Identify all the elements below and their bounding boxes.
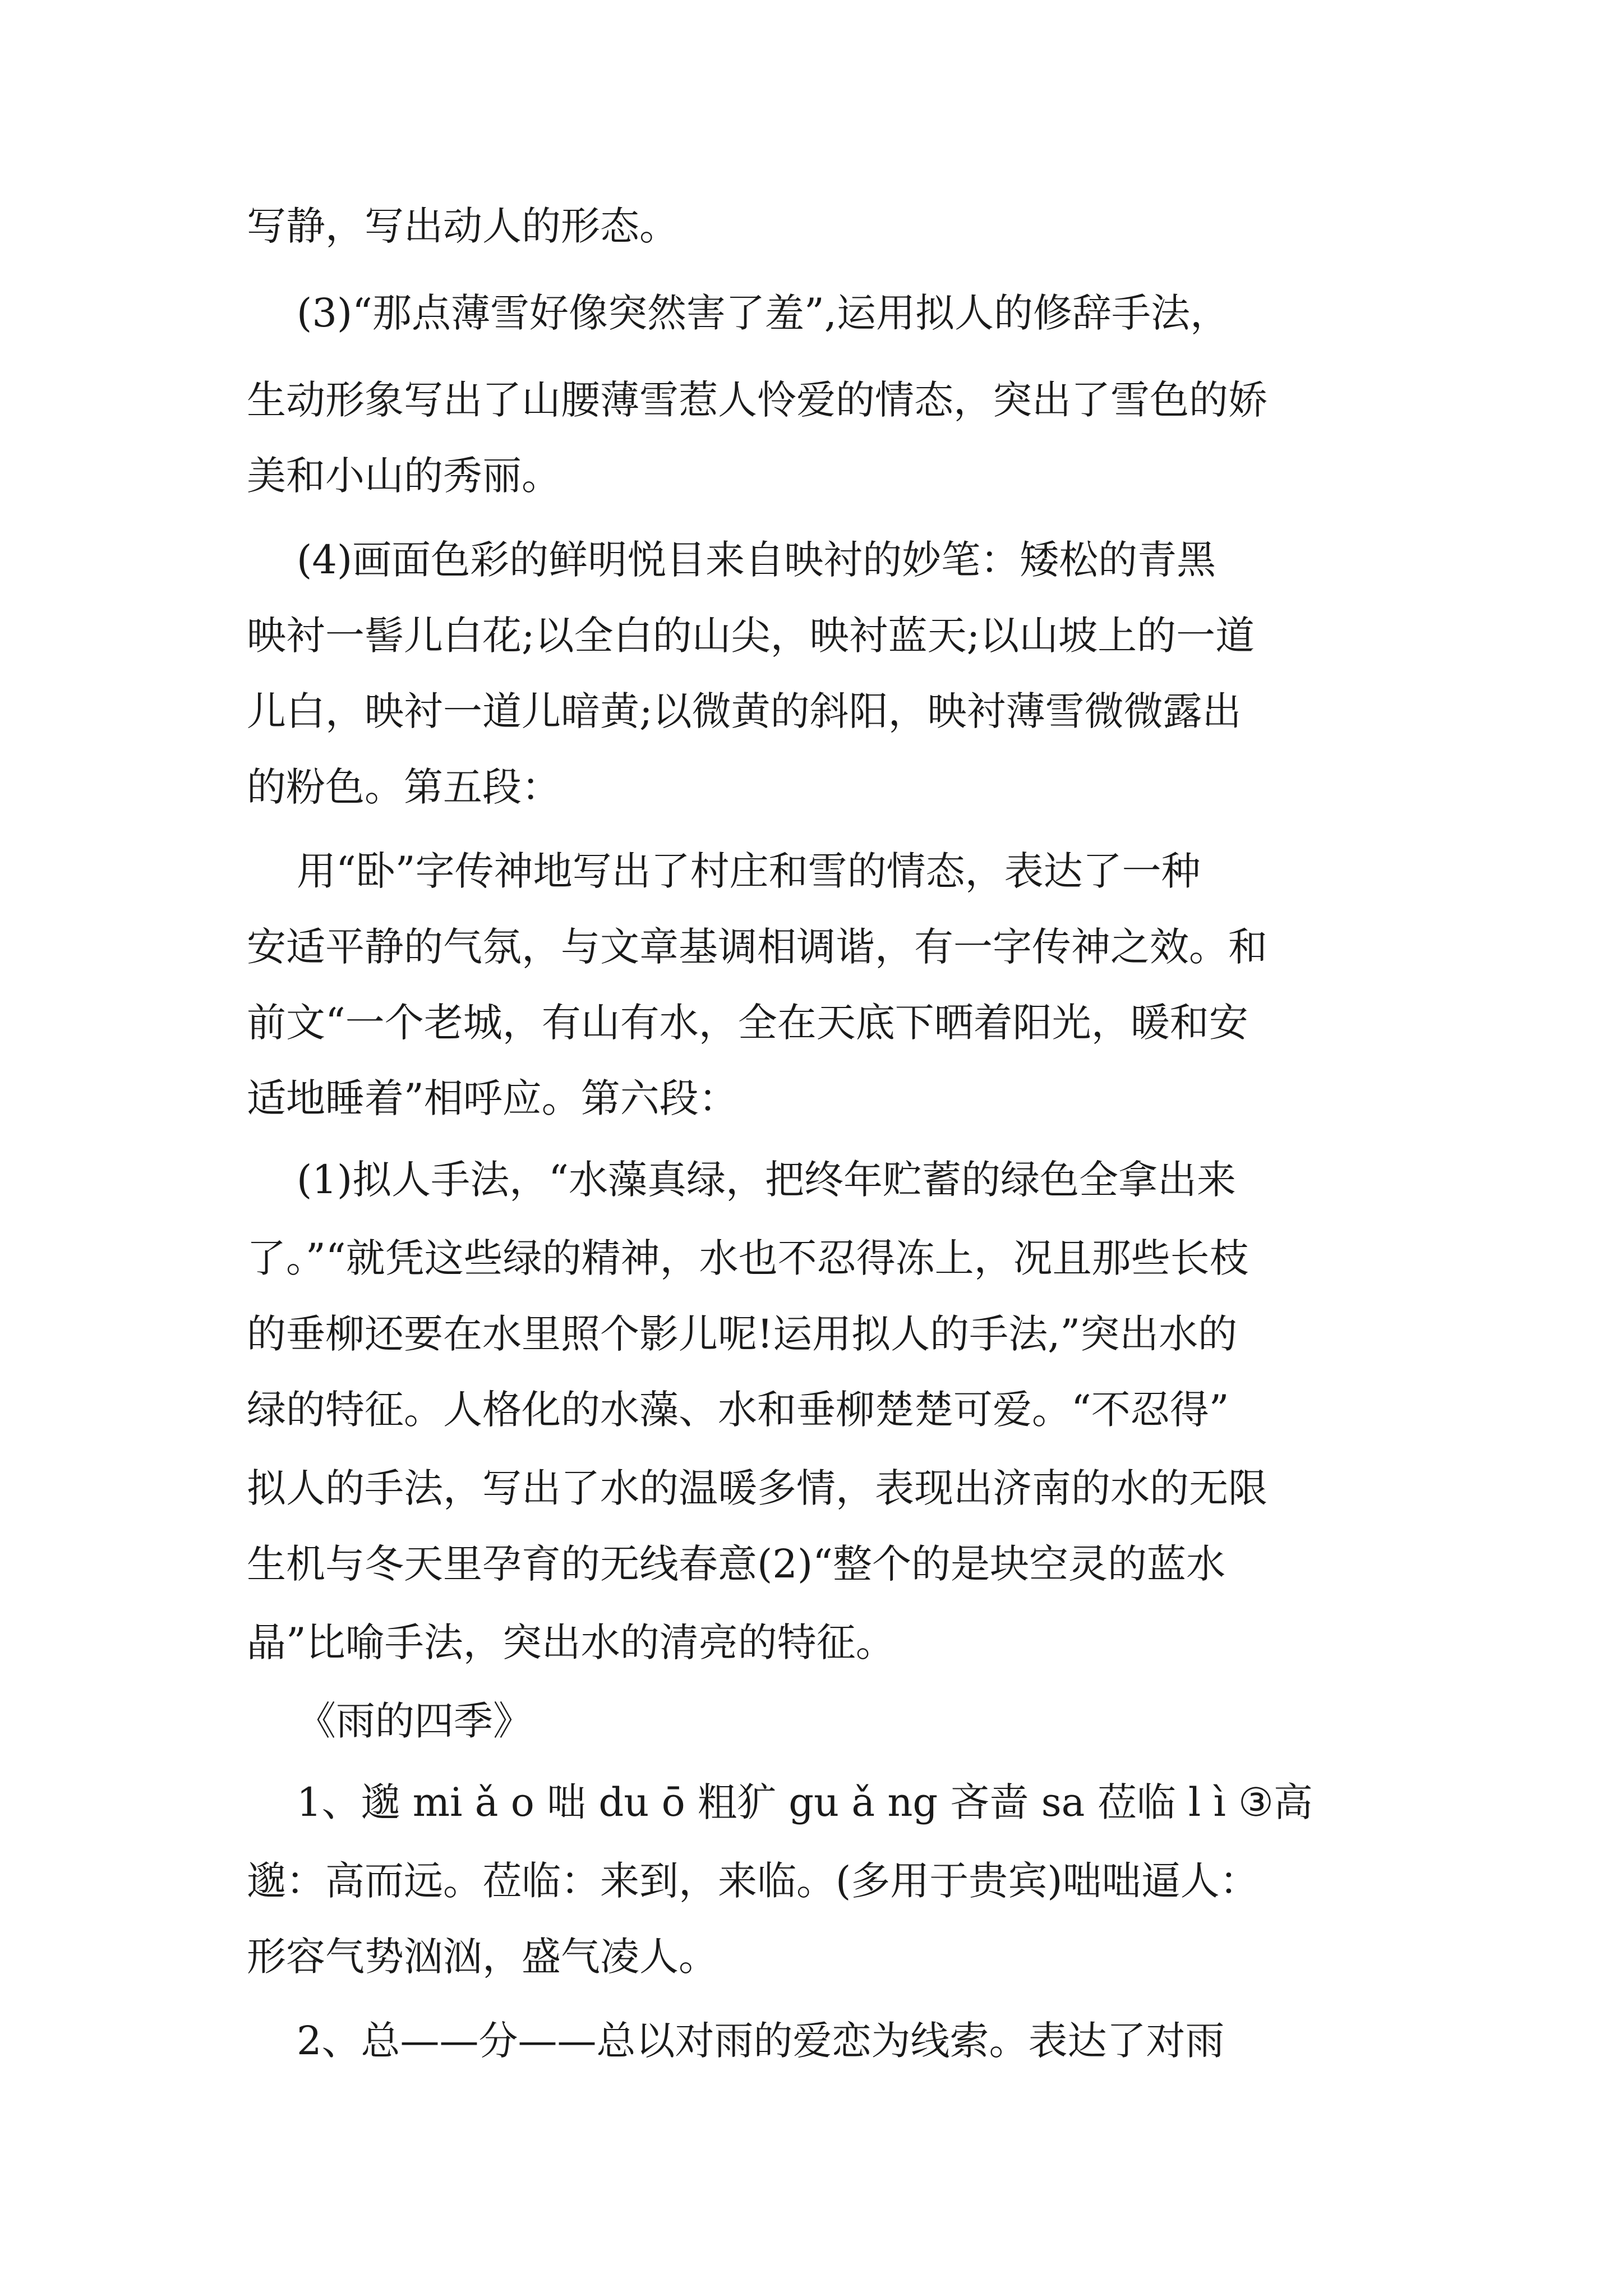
text-line: 形容气势汹汹，盛气凌人。 xyxy=(247,1934,718,1980)
text-line: (4)画面色彩的鲜明悦目来自映衬的妙笔：矮松的青黑 xyxy=(247,537,1216,583)
text-line: 晶”比喻手法，突出水的清亮的特征。 xyxy=(247,1619,895,1665)
text-line: 用“卧”字传神地写出了村庄和雪的情态，表达了一种 xyxy=(247,848,1201,894)
text-line: (1)拟人手法，“水藻真绿，把终年贮蓄的绿色全拿出来 xyxy=(247,1157,1236,1203)
text-line: 2、总——分——总以对雨的爱恋为线索。表达了对雨 xyxy=(247,2018,1225,2064)
text-line: 拟人的手法，写出了水的温暖多情，表现出济南的水的无限 xyxy=(247,1465,1267,1511)
text-line: 了。”“就凭这些绿的精神，水也不忍得冻上，况且那些长枝 xyxy=(247,1235,1249,1281)
text-line: 生机与冬天里孕育的无线春意(2)“整个的是块空灵的蓝水 xyxy=(247,1541,1225,1587)
section-heading: 《雨的四季》 xyxy=(247,1698,533,1744)
text-line: 的垂柳还要在水里照个影儿呢!运用拟人的手法,”突出水的 xyxy=(247,1311,1238,1357)
text-line: 邈：高而远。莅临：来到，来临。(多用于贵宾)咄咄逼人： xyxy=(247,1858,1259,1904)
text-line: (3)“那点薄雪好像突然害了羞”,运用拟人的修辞手法， xyxy=(247,290,1229,336)
text-line: 适地睡着”相呼应。第六段： xyxy=(247,1075,738,1121)
text-line: 绿的特征。人格化的水藻、水和垂柳楚楚可爱。“不忍得” xyxy=(247,1387,1229,1433)
text-line: 儿白，映衬一道儿暗黄;以微黄的斜阳，映衬薄雪微微露出 xyxy=(247,688,1242,734)
text-line: 1、邈 mi ǎ o 咄 du ō 粗犷 gu ǎ ng 吝啬 sa 莅临 l ì ③高 xyxy=(247,1779,1313,1825)
text-line: 安适平静的气氛，与文章基调相调谐，有一字传神之效。和 xyxy=(247,924,1267,970)
text-line: 映衬一髻儿白花;以全白的山尖，映衬蓝天;以山坡上的一道 xyxy=(247,613,1255,659)
text-line: 的粉色。第五段： xyxy=(247,764,561,810)
text-line: 美和小山的秀丽。 xyxy=(247,453,561,499)
text-line: 生动形象写出了山腰薄雪惹人怜爱的情态，突出了雪色的娇 xyxy=(247,377,1267,423)
text-line: 写静，写出动人的形态。 xyxy=(247,203,679,249)
text-line: 前文“一个老城，有山有水，全在天底下晒着阳光，暖和安 xyxy=(247,1000,1248,1046)
